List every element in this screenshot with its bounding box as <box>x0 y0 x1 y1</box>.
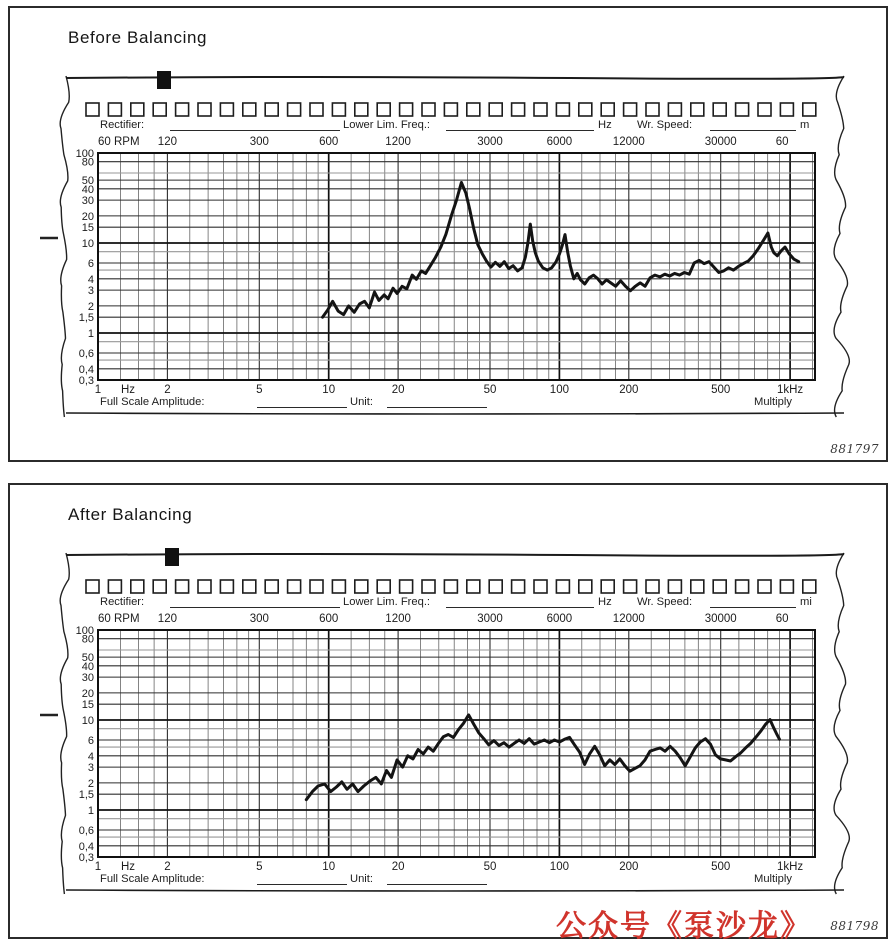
y-tick-label: 1 <box>87 805 94 817</box>
speed-unit-label: m <box>800 119 810 131</box>
strip-top-edge <box>66 77 844 79</box>
rpm-scale-label: 600 <box>319 613 339 625</box>
x-tick-label: 2 <box>164 384 171 396</box>
y-tick-label: 15 <box>81 699 94 712</box>
checkbox <box>220 103 233 116</box>
checkbox <box>265 580 278 593</box>
rpm-scale-label: 30000 <box>704 613 737 625</box>
checkbox <box>153 103 166 116</box>
hz-unit-label: Hz <box>598 596 612 608</box>
checkbox <box>355 580 368 593</box>
y-tick-label: 15 <box>81 222 94 235</box>
checkbox <box>288 580 301 593</box>
unit-label: Unit: <box>350 396 374 408</box>
checkbox <box>646 103 659 116</box>
recorder-strip-svg <box>10 8 886 456</box>
chart-serial-number: 881797 <box>830 442 879 456</box>
checkbox <box>310 580 323 593</box>
unit-label: Unit: <box>350 873 374 885</box>
checkbox <box>534 580 547 593</box>
x-tick-label: 10 <box>322 384 336 396</box>
strip-left-torn-edge <box>60 76 69 417</box>
hz-unit-label: Hz <box>598 119 612 131</box>
lower-lim-blank-line <box>446 595 594 608</box>
checkbox <box>467 580 480 593</box>
x-tick-label: 20 <box>391 384 405 396</box>
y-tick-label: 10 <box>81 715 94 727</box>
checkbox <box>713 580 726 593</box>
x-tick-label: 50 <box>483 384 497 396</box>
rectifier-label: Rectifier: <box>100 596 145 608</box>
checkbox <box>668 103 681 116</box>
y-tick-label: 0,3 <box>78 375 94 388</box>
x-tick-label: 20 <box>391 861 405 873</box>
strip-left-torn-edge <box>60 553 69 894</box>
x-tick-label: 100 <box>549 384 569 396</box>
plot-border <box>98 153 815 380</box>
x-tick-label: 100 <box>549 861 569 873</box>
checkbox <box>601 580 614 593</box>
checkbox <box>556 580 569 593</box>
strip-top-edge <box>66 554 844 556</box>
y-tick-label: 100 <box>75 148 94 160</box>
checkbox <box>758 103 771 116</box>
y-tick-label: 6 <box>87 258 94 270</box>
x-tick-label: 2 <box>164 861 171 873</box>
rpm-scale-label: 300 <box>249 136 269 148</box>
y-tick-label: 1,5 <box>78 789 94 802</box>
checkbox <box>243 103 256 116</box>
checkbox <box>198 580 211 593</box>
y-tick-label: 2 <box>87 777 94 790</box>
plot-border <box>98 630 815 857</box>
x-tick-label: 50 <box>483 861 497 873</box>
watermark-text: 公众号《泵沙龙》 <box>556 909 812 944</box>
checkbox <box>86 580 99 593</box>
y-tick-label: 0,6 <box>78 348 94 360</box>
y-tick-label: 0,3 <box>78 852 94 865</box>
x-tick-label: 500 <box>711 384 731 396</box>
y-tick-label: 1 <box>87 328 94 340</box>
checkbox <box>556 103 569 116</box>
checkbox <box>713 103 726 116</box>
checkbox <box>243 580 256 593</box>
multiply-label: Multiply <box>754 873 792 885</box>
checkbox <box>108 580 121 593</box>
rpm-scale-label: 1200 <box>385 613 411 625</box>
rpm-scale-label: 3000 <box>477 613 503 625</box>
y-tick-label: 3 <box>87 285 94 298</box>
x-tick-label: 500 <box>711 861 731 873</box>
writing-speed-label: Wr. Speed: <box>637 596 693 608</box>
checkbox <box>422 580 435 593</box>
rpm-scale-label: 6000 <box>546 136 573 148</box>
checkbox <box>86 103 99 116</box>
full-scale-blank-line <box>257 395 347 408</box>
checkbox <box>668 580 681 593</box>
spectrum-curve <box>306 715 779 800</box>
x-tick-label: 5 <box>256 861 263 873</box>
checkbox <box>780 103 793 116</box>
checkbox <box>176 103 189 116</box>
rpm-scale-label: 120 <box>157 136 177 148</box>
lower-lim-freq-label: Lower Lim. Freq.: <box>343 596 431 608</box>
unit-blank-line <box>387 395 487 408</box>
y-tick-label: 40 <box>81 183 94 196</box>
y-tick-label: 1,5 <box>78 312 94 325</box>
checkbox <box>691 580 704 593</box>
strip-right-torn-edge <box>834 76 849 417</box>
checkbox <box>332 103 345 116</box>
checkbox <box>444 103 457 116</box>
y-tick-label: 2 <box>87 300 94 313</box>
x-tick-label: 200 <box>619 861 639 873</box>
checkbox <box>400 580 413 593</box>
strip-right-torn-edge <box>834 553 849 894</box>
checkbox <box>377 580 390 593</box>
checkbox <box>579 103 592 116</box>
rpm-scale-label: 12000 <box>612 613 645 625</box>
checkbox <box>512 103 525 116</box>
checkbox <box>579 580 592 593</box>
checkbox <box>691 103 704 116</box>
x-axis-unit-label: Hz <box>120 384 136 396</box>
checkbox <box>131 580 144 593</box>
page-title: Before Balancing <box>68 28 208 47</box>
checkbox <box>220 580 233 593</box>
y-tick-label: 0,4 <box>78 840 94 853</box>
x-axis-unit-label: Hz <box>120 861 136 873</box>
writing-speed-blank-line <box>710 595 796 608</box>
checkbox <box>780 580 793 593</box>
y-tick-label: 30 <box>81 195 94 208</box>
page-title: After Balancing <box>68 505 193 524</box>
checkbox <box>624 103 637 116</box>
checkbox <box>288 103 301 116</box>
strip-bottom-edge <box>66 890 844 891</box>
y-tick-label: 30 <box>81 672 94 685</box>
y-tick-label: 20 <box>81 210 94 223</box>
rectifier-blank-line <box>170 118 340 131</box>
checkbox <box>803 103 816 116</box>
rpm-scale-label: 300 <box>249 613 269 625</box>
strip-bottom-edge <box>66 413 844 414</box>
rpm-scale-label: 1200 <box>385 136 411 148</box>
spectrum-curve <box>323 183 799 318</box>
rpm-scale-label: 30000 <box>704 136 737 148</box>
rectifier-blank-line <box>170 595 340 608</box>
checkbox <box>489 103 502 116</box>
lower-lim-freq-label: Lower Lim. Freq.: <box>343 119 431 131</box>
y-tick-label: 50 <box>81 175 94 188</box>
x-tick-label: 200 <box>619 384 639 396</box>
y-tick-label: 80 <box>81 156 94 169</box>
y-tick-label: 100 <box>75 625 94 637</box>
y-tick-label: 4 <box>87 750 94 763</box>
rpm-scale-label: 600 <box>319 136 339 148</box>
y-tick-label: 10 <box>81 238 94 250</box>
checkbox <box>467 103 480 116</box>
rpm-scale-label: 60 <box>775 613 789 625</box>
full-scale-amplitude-label: Full Scale Amplitude: <box>100 873 205 885</box>
full-scale-blank-line <box>257 872 347 885</box>
x-tick-label: 5 <box>256 384 263 396</box>
y-tick-label: 0,6 <box>78 825 94 837</box>
y-tick-label: 4 <box>87 273 94 286</box>
y-tick-label: 40 <box>81 660 94 673</box>
rpm-scale-label: 60 <box>775 136 789 148</box>
y-tick-label: 50 <box>81 652 94 665</box>
checkbox <box>265 103 278 116</box>
recorder-strip-svg <box>10 485 886 933</box>
checkbox <box>512 580 525 593</box>
checkbox <box>646 580 659 593</box>
checkbox <box>400 103 413 116</box>
writing-speed-label: Wr. Speed: <box>637 119 693 131</box>
full-scale-amplitude-label: Full Scale Amplitude: <box>100 396 205 408</box>
x-tick-label: 1 <box>94 861 102 873</box>
checkbox <box>489 580 502 593</box>
checkbox <box>310 103 323 116</box>
x-tick-label: 1kHz <box>776 384 804 396</box>
rpm-scale-label: 120 <box>157 613 177 625</box>
writing-speed-blank-line <box>710 118 796 131</box>
chart-panel-before <box>8 6 888 462</box>
checkbox <box>153 580 166 593</box>
checkbox <box>444 580 457 593</box>
checkbox <box>803 580 816 593</box>
event-mark <box>157 71 171 89</box>
event-mark <box>165 548 179 566</box>
x-tick-label: 1kHz <box>776 861 804 873</box>
rpm-scale-label: 6000 <box>546 613 573 625</box>
lower-lim-blank-line <box>446 118 594 131</box>
x-tick-label: 10 <box>322 861 336 873</box>
multiply-label: Multiply <box>754 396 792 408</box>
checkbox <box>377 103 390 116</box>
checkbox <box>422 103 435 116</box>
checkbox <box>624 580 637 593</box>
checkbox <box>601 103 614 116</box>
checkbox <box>176 580 189 593</box>
checkbox <box>736 103 749 116</box>
chart-serial-number: 881798 <box>830 919 879 933</box>
unit-blank-line <box>387 872 487 885</box>
checkbox <box>198 103 211 116</box>
rpm-scale-label: 60 RPM <box>98 136 140 148</box>
rpm-scale-label: 3000 <box>477 136 503 148</box>
x-tick-label: 1 <box>94 384 102 396</box>
checkbox <box>131 103 144 116</box>
checkbox <box>108 103 121 116</box>
rpm-scale-label: 12000 <box>612 136 645 148</box>
y-tick-label: 80 <box>81 633 94 646</box>
checkbox <box>758 580 771 593</box>
y-tick-label: 0,4 <box>78 363 94 376</box>
y-tick-label: 6 <box>87 735 94 747</box>
speed-unit-label: mi <box>800 596 812 608</box>
checkbox <box>534 103 547 116</box>
checkbox <box>332 580 345 593</box>
chart-panel-after <box>8 483 888 939</box>
y-tick-label: 3 <box>87 762 94 775</box>
y-tick-label: 20 <box>81 687 94 700</box>
checkbox <box>355 103 368 116</box>
rpm-scale-label: 60 RPM <box>98 613 140 625</box>
checkbox <box>736 580 749 593</box>
rectifier-label: Rectifier: <box>100 119 145 131</box>
